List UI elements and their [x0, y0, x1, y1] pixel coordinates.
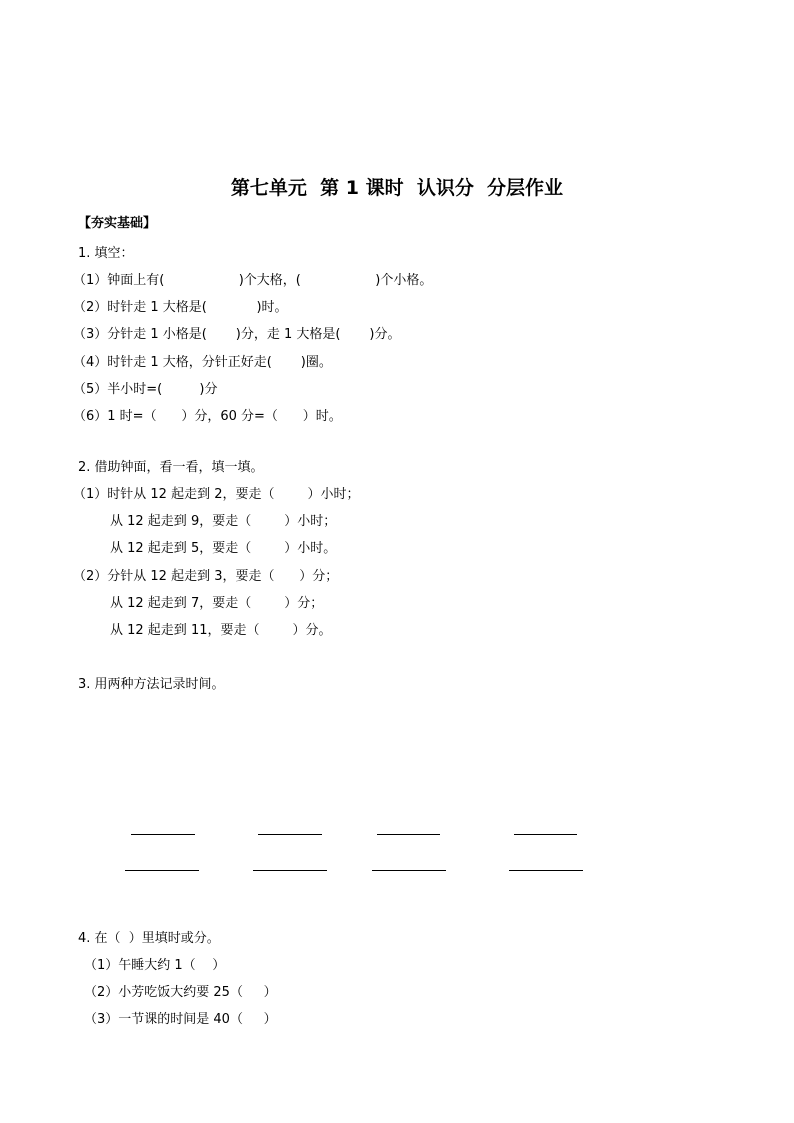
question-1-item-2: （2）时针走 1 大格是( )时。 — [73, 300, 288, 315]
question-1-item-1: （1）钟面上有( )个大格，( )个小格。 — [73, 273, 433, 288]
question-2-heading: 2. 借助钟面，看一看，填一填。 — [78, 460, 264, 475]
question-1-heading: 1. 填空： — [78, 246, 134, 261]
question-4-item-1: （1）午睡大约 1（ ） — [84, 958, 226, 973]
section-label: 【夯实基础】 — [78, 216, 157, 231]
page-title: 第七单元 第 1 课时 认识分 分层作业 — [230, 177, 564, 199]
question-1-item-3: （3）分针走 1 小格是( )分，走 1 大格是( )分。 — [73, 327, 401, 342]
answer-line — [125, 870, 199, 871]
answer-line — [131, 834, 195, 835]
question-2-item-2: 从 12 起走到 9，要走（ ）小时； — [110, 514, 337, 529]
question-4-item-3: （3）一节课的时间是 40（ ） — [84, 1012, 277, 1027]
answer-line — [377, 834, 440, 835]
answer-line — [372, 870, 446, 871]
question-2-item-1: （1）时针从 12 起走到 2，要走（ ）小时； — [73, 487, 360, 502]
answer-line — [253, 870, 327, 871]
answer-line — [258, 834, 322, 835]
question-2-item-4: （2）分针从 12 起走到 3，要走（ ）分； — [73, 569, 339, 584]
question-3-heading: 3. 用两种方法记录时间。 — [78, 677, 225, 692]
answer-line — [514, 834, 577, 835]
question-4-heading: 4. 在（ ）里填时或分。 — [78, 931, 220, 946]
question-1-item-5: （5）半小时=( )分 — [73, 382, 218, 397]
question-1-item-6: （6）1 时=（ ）分，60 分=（ ）时。 — [73, 409, 342, 424]
question-2-item-3: 从 12 起走到 5，要走（ ）小时。 — [110, 541, 337, 556]
question-4-item-2: （2）小芳吃饭大约要 25（ ） — [84, 985, 277, 1000]
question-2-item-6: 从 12 起走到 11，要走（ ）分。 — [110, 623, 332, 638]
question-2-item-5: 从 12 起走到 7，要走（ ）分； — [110, 596, 324, 611]
answer-line — [509, 870, 583, 871]
question-1-item-4: （4）时针走 1 大格，分针正好走( )圈。 — [73, 355, 332, 370]
